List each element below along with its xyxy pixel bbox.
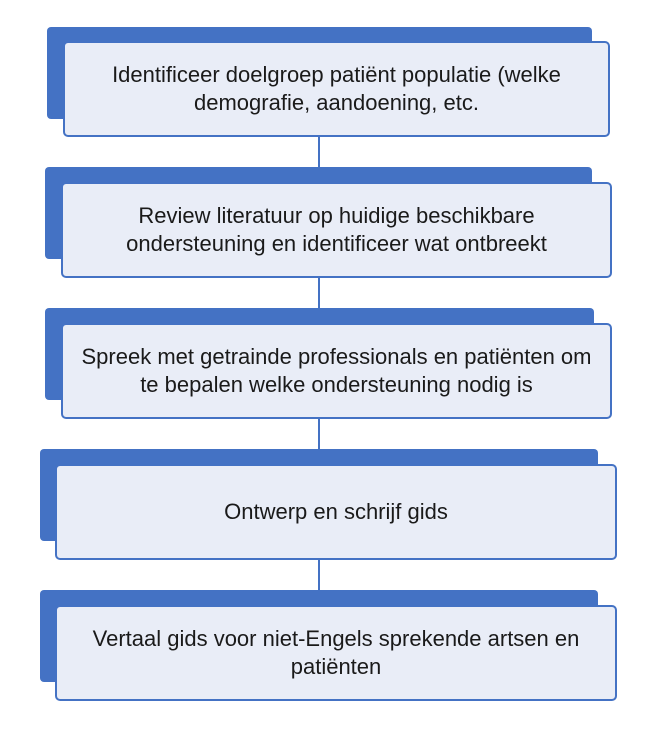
connector-4-5 xyxy=(318,560,320,590)
step-2-text: Review literatuur op huidige beschikbare ondersteuning en identificeer wat ontbreekt xyxy=(126,203,547,256)
step-4-box xyxy=(55,464,617,560)
step-3-text: Spreek met getrainde professionals en patiënten om te bepalen welke ondersteuning nodig is xyxy=(81,344,592,397)
connector-1-2 xyxy=(318,137,320,167)
connector-3-4 xyxy=(318,419,320,449)
step-1-text: Identificeer doelgroep patiënt populatie (welke demografie, aandoening, etc. xyxy=(112,62,561,115)
connector-2-3 xyxy=(318,278,320,308)
step-5-box xyxy=(55,605,617,701)
step-1-box xyxy=(63,41,610,137)
step-4-text: Ontwerp en schrijf gids xyxy=(224,499,448,524)
step-5-text: Vertaal gids voor niet-Engels sprekende artsen en patiënten xyxy=(92,626,580,679)
step-2-box xyxy=(61,182,612,278)
step-3-box xyxy=(61,323,612,419)
